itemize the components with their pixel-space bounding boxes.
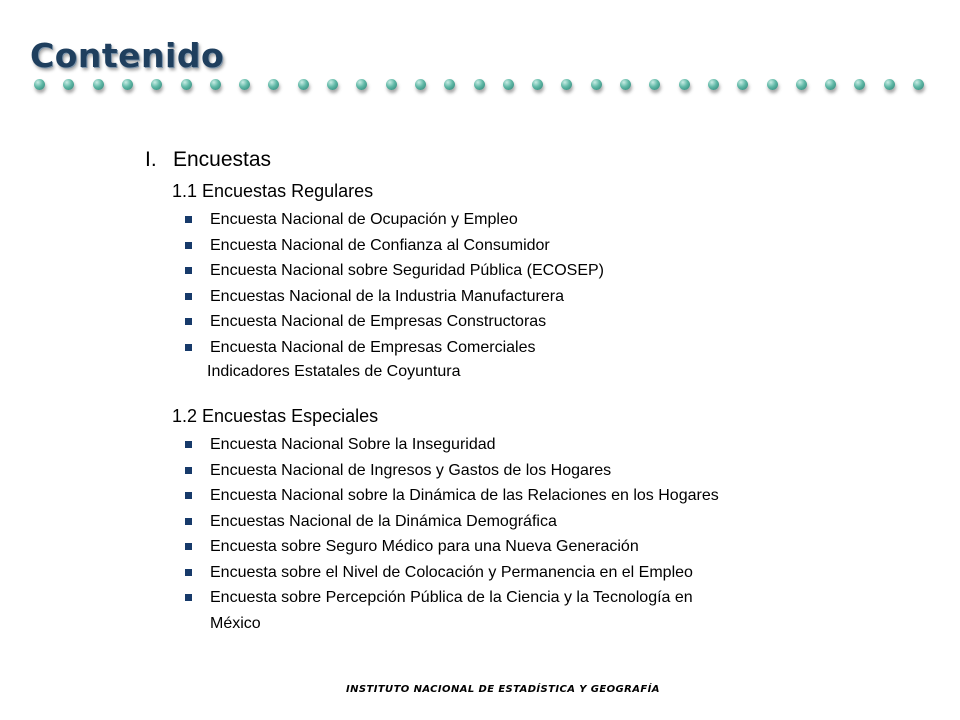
decorative-dot xyxy=(386,79,397,90)
list-item-text: Encuesta Nacional de Empresas Constructoras xyxy=(210,313,547,330)
institution-footer-logo: INSTITUTO NACIONAL DE ESTADÍSTICA Y GEOGRAFÍA xyxy=(346,684,660,695)
subsection-heading-regulares: 1.1 Encuestas Regulares xyxy=(172,180,374,201)
list-item xyxy=(145,509,935,535)
decorative-dot xyxy=(239,79,250,90)
list-item xyxy=(145,560,935,586)
square-bullet-icon xyxy=(185,594,192,601)
list-item xyxy=(145,432,935,458)
subsection-heading-especiales: 1.2 Encuestas Especiales xyxy=(172,405,379,426)
square-bullet-icon xyxy=(185,441,192,448)
decorative-dot xyxy=(268,79,279,90)
list-item-text: Encuestas Nacional de la Industria Manufacturera xyxy=(210,287,564,305)
decorative-dot xyxy=(532,79,543,90)
list-item-text: Encuesta Nacional de Ocupación y Empleo xyxy=(210,211,518,228)
square-bullet-icon xyxy=(185,543,192,550)
square-bullet-icon xyxy=(185,242,192,249)
list-item xyxy=(145,534,935,560)
list-item-text: Encuesta Nacional de Ingresos y Gastos de los Hogares xyxy=(210,461,612,479)
list-regulares xyxy=(145,207,935,360)
decorative-dot xyxy=(181,79,192,90)
decorative-dot xyxy=(884,79,895,90)
list-item-text: Encuesta Nacional Sobre la Inseguridad xyxy=(210,436,496,453)
list-item-text: Encuesta sobre Seguro Médico para una Nueva Generación xyxy=(210,538,639,555)
list-item xyxy=(145,284,935,310)
list-item xyxy=(145,233,935,259)
list-item xyxy=(145,207,935,233)
decorative-dot xyxy=(767,79,778,90)
list-item-text: Encuesta Nacional sobre Seguridad Pública (ECOSEP) xyxy=(210,262,604,279)
decorative-dot xyxy=(649,79,660,90)
section-label: Encuestas xyxy=(173,148,272,171)
list-item-text: México xyxy=(210,614,261,632)
section-heading xyxy=(145,145,935,175)
square-bullet-icon xyxy=(185,344,192,351)
decorative-dot xyxy=(561,79,572,90)
list-item-text: Encuesta Nacional sobre la Dinámica de las Relaciones en los Hogares xyxy=(210,487,719,504)
list-item-text: Encuesta Nacional de Confianza al Consumidor xyxy=(210,236,550,254)
decorative-dot xyxy=(327,79,338,90)
list-especiales xyxy=(145,432,935,636)
square-bullet-icon xyxy=(185,293,192,300)
section-number: I. xyxy=(145,148,157,171)
decorative-dot xyxy=(356,79,367,90)
list-item xyxy=(145,335,935,361)
list-item xyxy=(145,585,935,611)
decorative-dot xyxy=(474,79,485,90)
decorative-dot xyxy=(503,79,514,90)
decorative-dot xyxy=(620,79,631,90)
list-item-text: Encuesta sobre Percepción Pública de la Ciencia y la Tecnología en xyxy=(210,589,693,606)
decorative-dot xyxy=(679,79,690,90)
decorative-dot xyxy=(796,79,807,90)
list-item-text: Encuesta sobre el Nivel de Colocación y Permanencia en el Empleo xyxy=(210,563,693,581)
square-bullet-icon xyxy=(185,569,192,576)
decorative-dot xyxy=(737,79,748,90)
decorative-dot xyxy=(122,79,133,90)
decorative-dot xyxy=(34,79,45,90)
decorative-dot xyxy=(854,79,865,90)
decorative-dot xyxy=(151,79,162,90)
decorative-dot xyxy=(63,79,74,90)
slide-title: Contenido xyxy=(30,36,225,75)
decorative-dot xyxy=(591,79,602,90)
decorative-dot xyxy=(444,79,455,90)
square-bullet-icon xyxy=(185,467,192,474)
decorative-dot xyxy=(913,79,924,90)
decorative-dot xyxy=(210,79,221,90)
list-item-text: Encuesta Nacional de Empresas Comerciales xyxy=(210,338,536,356)
decorative-dot xyxy=(708,79,719,90)
continuation-line: Indicadores Estatales de Coyuntura xyxy=(207,363,461,380)
list-item xyxy=(145,309,935,335)
list-item-text: Encuestas Nacional de la Dinámica Demográfica xyxy=(210,512,557,530)
square-bullet-icon xyxy=(185,492,192,499)
square-bullet-icon xyxy=(185,267,192,274)
decorative-dot xyxy=(415,79,426,90)
square-bullet-icon xyxy=(185,518,192,525)
content-outline xyxy=(145,145,935,636)
list-item-continuation xyxy=(145,611,935,637)
list-item xyxy=(145,258,935,284)
list-item xyxy=(145,458,935,484)
decorative-dot-row xyxy=(34,79,934,95)
decorative-dot xyxy=(825,79,836,90)
square-bullet-icon xyxy=(185,216,192,223)
list-item xyxy=(145,483,935,509)
decorative-dot xyxy=(298,79,309,90)
square-bullet-icon xyxy=(185,318,192,325)
decorative-dot xyxy=(93,79,104,90)
